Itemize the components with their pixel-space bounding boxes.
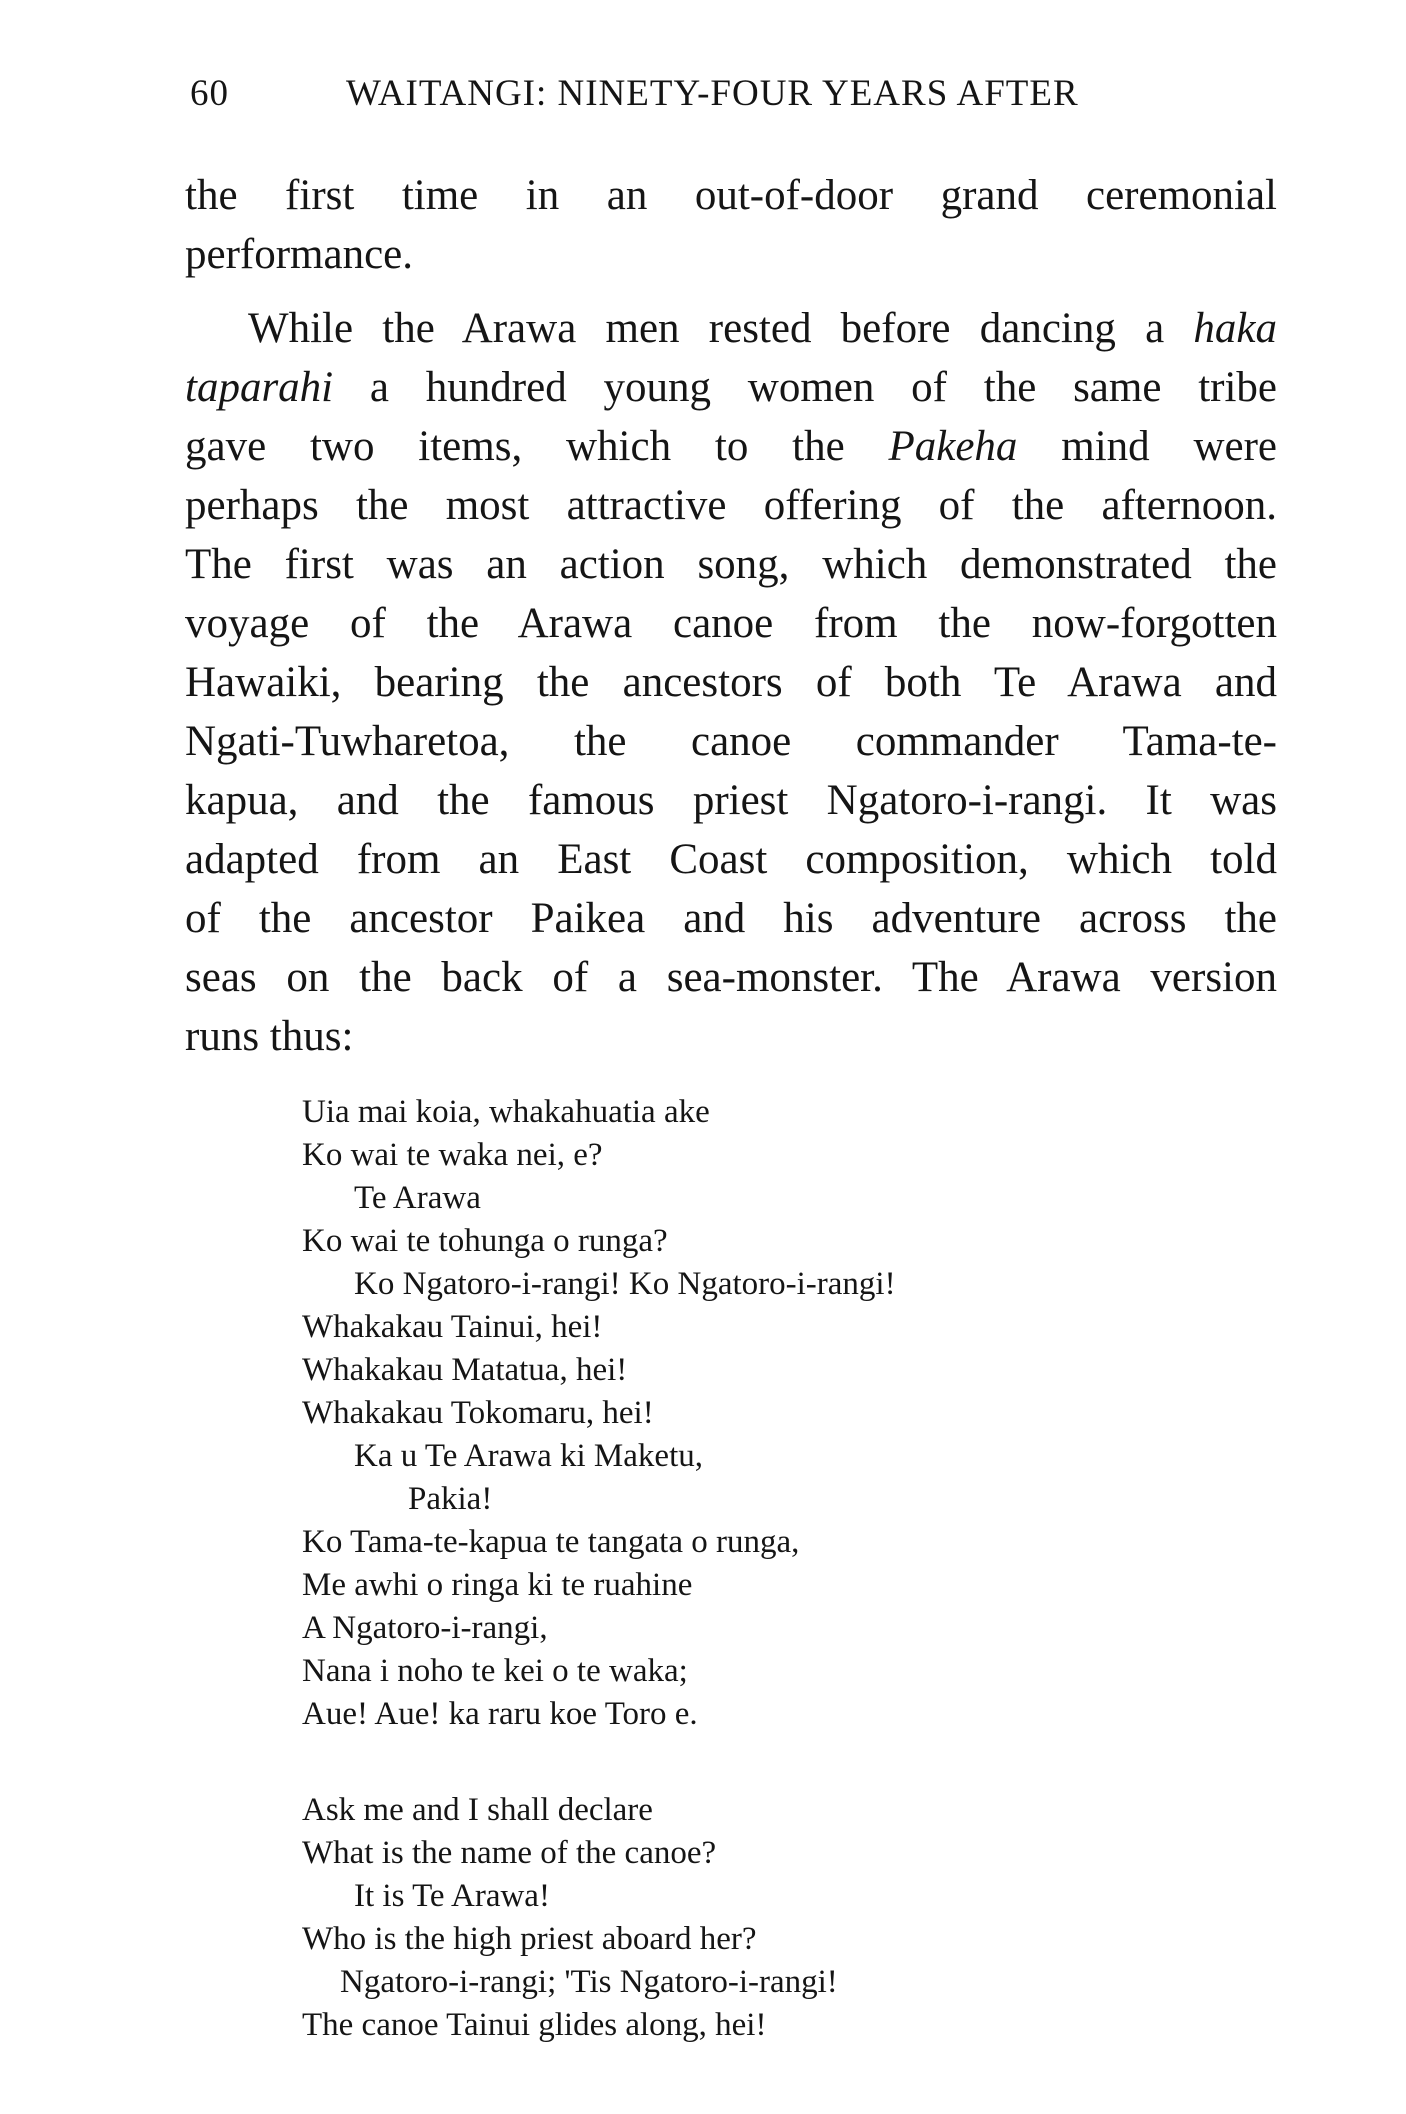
prose-line: seas on the back of a sea-monster. The Arawa version <box>185 954 1277 1001</box>
prose-line: Ngati-Tuwharetoa, the canoe commander Tama-te- <box>185 718 1277 765</box>
running-head: WAITANGI: NINETY-FOUR YEARS AFTER <box>346 73 1079 114</box>
prose-text: a hundred young women of the same tribe <box>333 364 1277 411</box>
verse-line: Ko wai te tohunga o runga? <box>302 1223 668 1259</box>
verse-line: Whakakau Tainui, hei! <box>302 1309 603 1345</box>
prose-line: voyage of the Arawa canoe from the now-forgotten <box>185 600 1277 647</box>
verse-line: Ko Tama-te-kapua te tangata o runga, <box>302 1524 800 1560</box>
italic-term-taparahi: taparahi <box>185 364 334 411</box>
prose-line: perhaps the most attractive offering of the afternoon. <box>185 482 1277 529</box>
prose-line: performance. <box>185 231 413 278</box>
page-header <box>190 72 1280 122</box>
prose-line: runs thus: <box>185 1013 354 1060</box>
verse-line: A Ngatoro-i-rangi, <box>302 1610 548 1646</box>
prose-line: of the ancestor Paikea and his adventure across the <box>185 895 1277 942</box>
verse-line: Ko Ngatoro-i-rangi! Ko Ngatoro-i-rangi! <box>354 1266 896 1302</box>
prose-text: While the Arawa men rested before dancing a <box>248 305 1194 352</box>
prose-line: Hawaiki, bearing the ancestors of both Te Arawa and <box>185 659 1277 706</box>
verse-line: Ka u Te Arawa ki Maketu, <box>354 1438 703 1474</box>
verse-line: Me awhi o ringa ki te ruahine <box>302 1567 693 1603</box>
italic-term-pakeha: Pakeha <box>888 423 1018 470</box>
verse-line: The canoe Tainui glides along, hei! <box>302 2007 767 2043</box>
prose-text: gave two items, which to the <box>185 423 889 470</box>
verse-line: Whakakau Matatua, hei! <box>302 1352 628 1388</box>
italic-term-haka: haka <box>1193 305 1277 352</box>
verse-line: Aue! Aue! ka raru koe Toro e. <box>302 1696 698 1732</box>
verse-line: Pakia! <box>408 1481 493 1517</box>
prose-line <box>185 366 1277 409</box>
verse-line: Uia mai koia, whakahuatia ake <box>302 1094 710 1130</box>
prose-line: kapua, and the famous priest Ngatoro-i-rangi. It was <box>185 777 1277 824</box>
prose-line <box>185 425 1277 468</box>
verse-line: Ko wai te waka nei, e? <box>302 1137 603 1173</box>
verse-line: What is the name of the canoe? <box>302 1835 717 1871</box>
prose-line: adapted from an East Coast composition, which told <box>185 836 1277 883</box>
verse-line: Te Arawa <box>354 1180 481 1216</box>
verse-line: Who is the high priest aboard her? <box>302 1921 757 1957</box>
verse-line: Nana i noho te kei o te waka; <box>302 1653 688 1689</box>
prose-line: the first time in an out-of-door grand ceremonial <box>185 172 1277 219</box>
prose-text: mind were <box>1017 423 1277 470</box>
verse-line: It is Te Arawa! <box>354 1878 550 1914</box>
verse-line: Ask me and I shall declare <box>302 1792 653 1828</box>
page-number: 60 <box>190 73 229 114</box>
verse-line: Whakakau Tokomaru, hei! <box>302 1395 654 1431</box>
verse-line: Ngatoro-i-rangi; 'Tis Ngatoro-i-rangi! <box>340 1964 838 2000</box>
prose-line: The first was an action song, which demonstrated the <box>185 541 1277 588</box>
prose-line <box>248 307 1277 350</box>
